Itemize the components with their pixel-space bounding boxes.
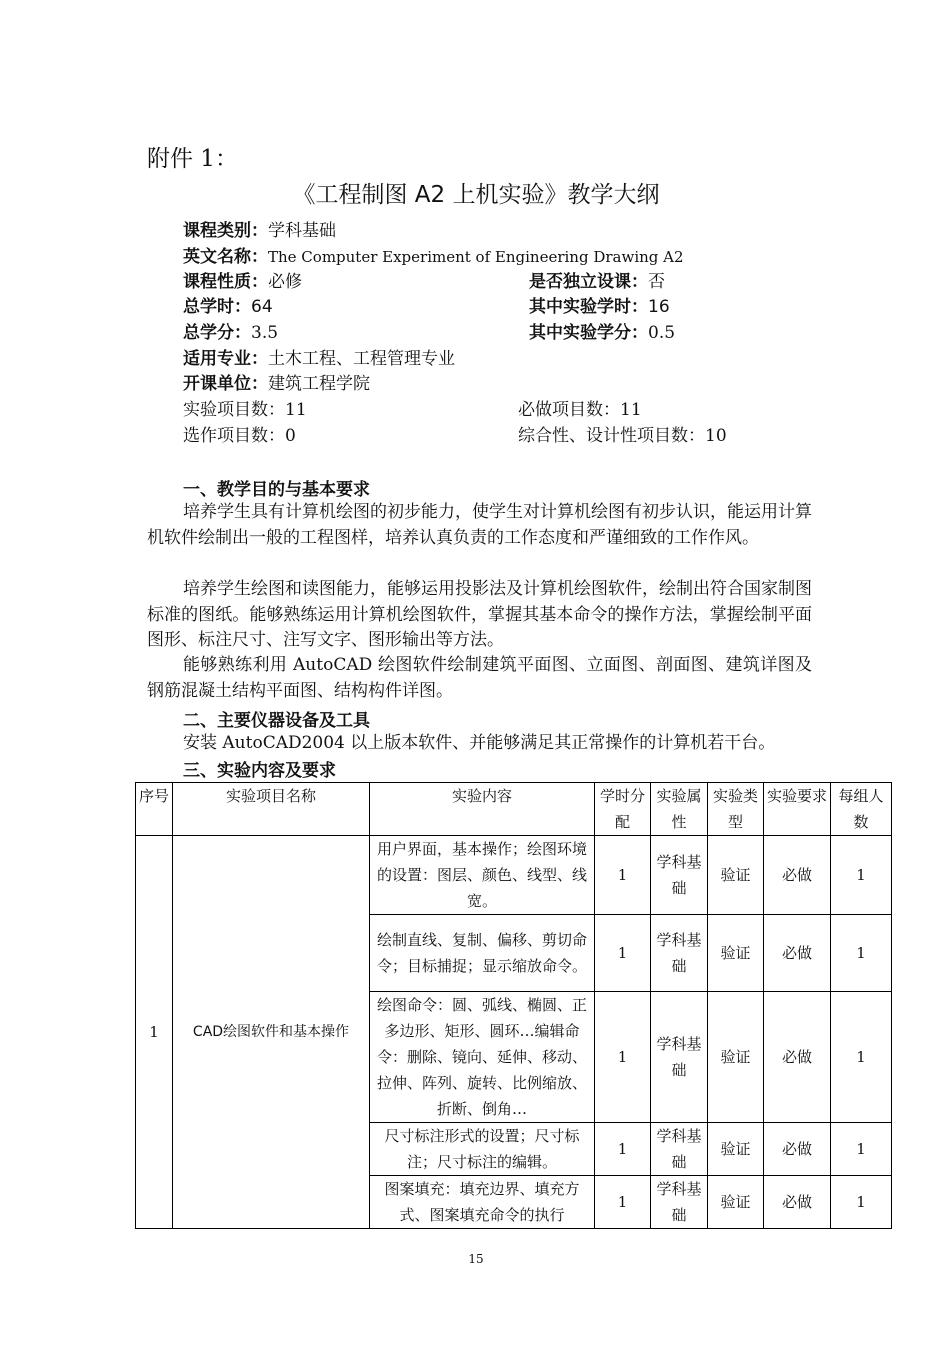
value: 必修	[268, 272, 302, 292]
section-heading-1: 一、教学目的与基本要求	[183, 480, 370, 500]
requirement-cell: 必做	[764, 915, 831, 992]
attribute-cell: 学科基础	[651, 992, 708, 1123]
label: 是否独立设课：	[529, 272, 648, 292]
label: 总学分：	[183, 323, 251, 343]
elective-project-count: 选作项目数：0	[183, 426, 296, 446]
group-name-cell: CAD绘图软件和基本操作	[173, 836, 370, 1229]
value: 0.5	[648, 323, 676, 343]
attribute-cell: 学科基础	[651, 1123, 708, 1176]
type-cell: 验证	[708, 1176, 764, 1229]
requirement-cell: 必做	[764, 992, 831, 1123]
page-number: 15	[468, 1252, 484, 1266]
label: 适用专业：	[183, 349, 268, 369]
design-project-count: 综合性、设计性项目数：10	[518, 426, 727, 446]
experiment-table	[135, 782, 892, 1229]
section-heading-2: 二、主要仪器设备及工具	[183, 711, 370, 731]
lab-hours	[529, 295, 670, 320]
label: 其中实验学分：	[529, 323, 648, 343]
label: 其中实验学时：	[529, 297, 648, 317]
paragraph: 安装 AutoCAD2004 以上版本软件、并能够满足其正常操作的计算机若干台。	[183, 733, 776, 753]
label: 英文名称：	[183, 247, 268, 267]
people-cell: 1	[831, 1176, 892, 1229]
header-cell: 实验项目名称	[173, 783, 370, 836]
requirement-cell: 必做	[764, 1123, 831, 1176]
value: 土木工程、工程管理专业	[268, 349, 455, 369]
people-cell: 1	[831, 915, 892, 992]
people-cell: 1	[831, 836, 892, 915]
attribute-cell: 学科基础	[651, 1176, 708, 1229]
paragraph: 培养学生具有计算机绘图的初步能力，使学生对计算机绘图有初步认识，能运用计算机软件绘制出一般的工程图样，培养认真负责的工作态度和严谨细致的工作作风。	[147, 502, 812, 548]
hours-cell: 1	[595, 1176, 651, 1229]
paragraph: 能够熟练利用 AutoCAD 绘图软件绘制建筑平面图、立面图、剖面图、建筑详图及钢筋混凝土结构平面图、结构构件详图。	[147, 655, 812, 701]
type-cell: 验证	[708, 992, 764, 1123]
value: 否	[648, 272, 665, 292]
course-nature	[183, 270, 302, 295]
header-cell: 学时分配	[595, 783, 651, 836]
content-cell: 尺寸标注形式的设置；尺寸标注；尺寸标注的编辑。	[370, 1123, 595, 1176]
people-cell: 1	[831, 992, 892, 1123]
value: The Computer Experiment of Engineering Drawing A2	[268, 248, 684, 266]
attribute-cell: 学科基础	[651, 836, 708, 915]
header-cell: 实验内容	[370, 783, 595, 836]
project-count: 实验项目数：11	[183, 400, 307, 420]
required-project-count: 必做项目数：11	[518, 400, 642, 420]
content-cell: 绘图命令：圆、弧线、椭圆、正多边形、矩形、圆环…编辑命令：删除、镜向、延伸、移动、拉伸、阵列、旋转、比例缩放、折断、倒角…	[370, 992, 595, 1123]
independent-course	[529, 270, 665, 295]
header-cell: 序号	[136, 783, 173, 836]
value: 学科基础	[268, 221, 336, 241]
people-cell: 1	[831, 1123, 892, 1176]
total-credits	[183, 321, 278, 346]
label: 总学时：	[183, 297, 251, 317]
content-cell: 用户界面，基本操作；绘图环境的设置：图层、颜色、线型、线宽。	[370, 836, 595, 915]
hours-cell: 1	[595, 836, 651, 915]
table-header-row	[136, 783, 892, 836]
attachment-label: 附件 1：	[147, 146, 238, 172]
label: 开课单位：	[183, 374, 268, 394]
type-cell: 验证	[708, 915, 764, 992]
value: 64	[251, 297, 273, 317]
paragraph: 培养学生绘图和读图能力，能够运用投影法及计算机绘图软件，绘制出符合国家制图标准的图纸。能够熟练运用计算机绘图软件，掌握其基本命令的操作方法，掌握绘制平面图形、标注尺寸、注写文字、图形输出等方法。	[147, 579, 812, 650]
content-cell: 绘制直线、复制、偏移、剪切命令；目标捕捉；显示缩放命令。	[370, 915, 595, 992]
type-cell: 验证	[708, 1123, 764, 1176]
page-title: 《工程制图 A2 上机实验》教学大纲	[292, 182, 660, 208]
applicable-major	[183, 347, 455, 372]
header-cell: 每组人数	[831, 783, 892, 836]
content-cell: 图案填充：填充边界、填充方式、图案填充命令的执行	[370, 1176, 595, 1229]
hours-cell: 1	[595, 915, 651, 992]
value: 3.5	[251, 323, 279, 343]
total-hours	[183, 295, 273, 320]
table-row	[136, 836, 892, 915]
hours-cell: 1	[595, 992, 651, 1123]
attribute-cell: 学科基础	[651, 915, 708, 992]
hours-cell: 1	[595, 1123, 651, 1176]
label: 课程类别：	[183, 221, 268, 241]
requirement-cell: 必做	[764, 1176, 831, 1229]
english-name	[183, 245, 684, 270]
group-number-cell: 1	[136, 836, 173, 1229]
header-cell: 实验属性	[651, 783, 708, 836]
offering-unit	[183, 372, 370, 397]
course-category	[183, 219, 336, 244]
section-heading-3: 三、实验内容及要求	[183, 761, 336, 781]
lab-credits	[529, 321, 675, 346]
value: 建筑工程学院	[268, 374, 370, 394]
header-cell: 实验要求	[764, 783, 831, 836]
label: 课程性质：	[183, 272, 268, 292]
type-cell: 验证	[708, 836, 764, 915]
requirement-cell: 必做	[764, 836, 831, 915]
value: 16	[648, 297, 670, 317]
header-cell: 实验类型	[708, 783, 764, 836]
